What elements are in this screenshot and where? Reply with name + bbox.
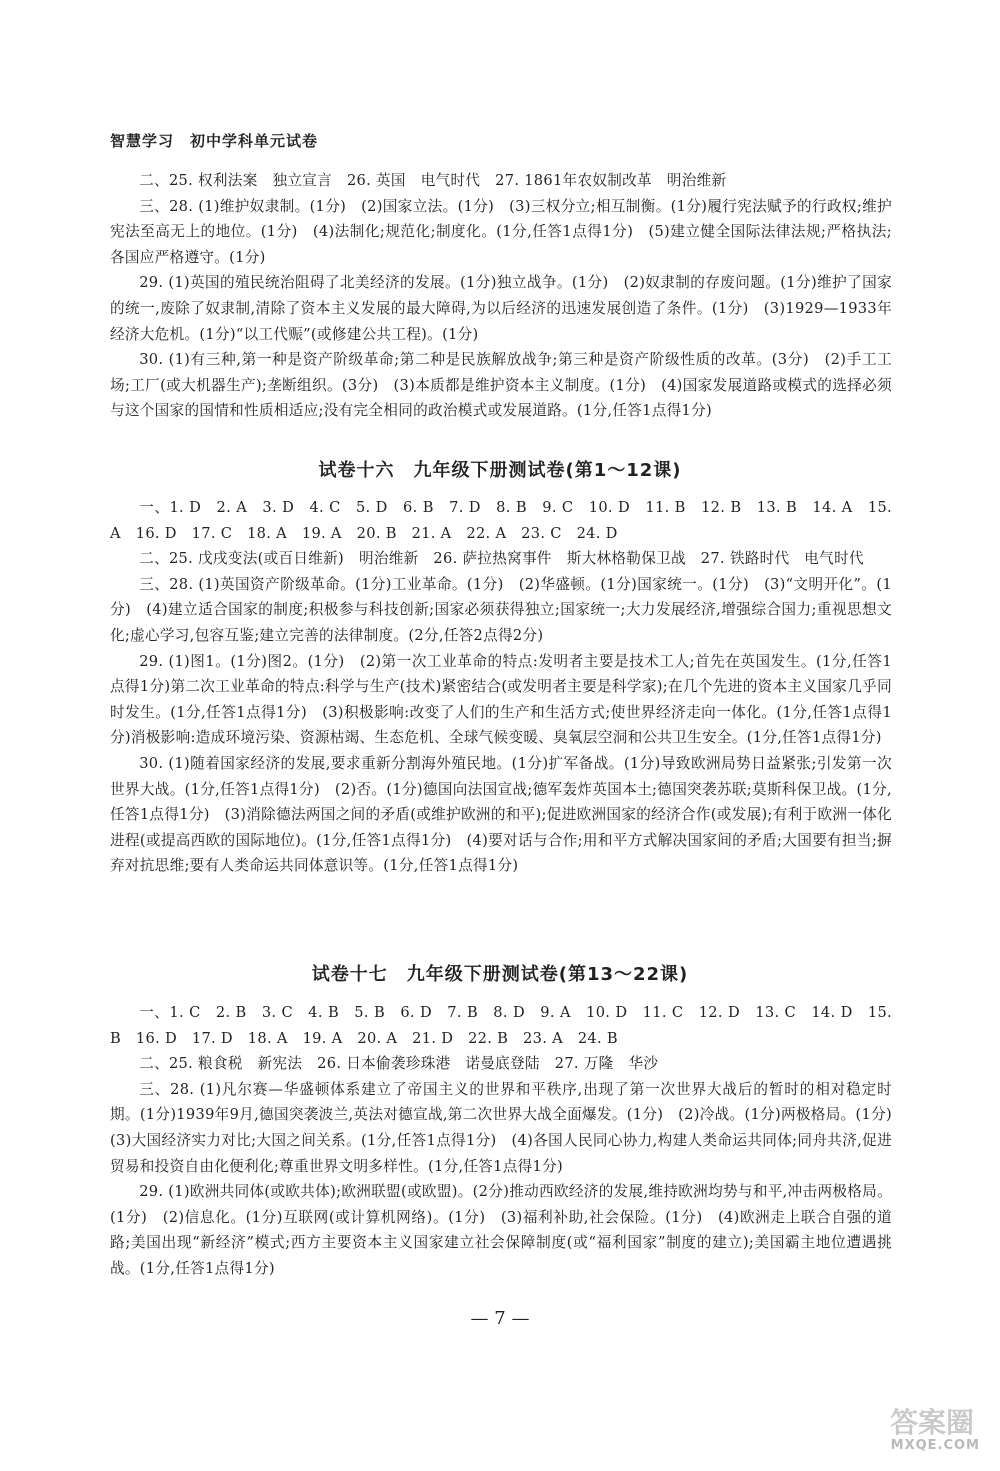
- answer-paragraph: 三、28. (1)维护奴隶制。(1分) (2)国家立法。(1分) (3)三权分立;相互制衡。(1分)履行宪法赋予的行政权;维护宪法至高无上的地位。(1分) (4)法制化;规范化;制度化。(1分,任答1点得1分) (5)建立健全国际法律法规;严格执法;各国应严格遵守。(1分): [110, 197, 892, 266]
- section-prev-answers: [110, 168, 892, 424]
- section-17-answers: [110, 1000, 907, 1282]
- watermark-logo: 答案圈: [889, 1406, 974, 1439]
- section-16-answers: [110, 495, 892, 879]
- answer-paragraph: 一、1. D 2. A 3. D 4. C 5. D 6. B 7. D 8. B 9. C 10. D 11. B 12. B 13. B 14. A 15. A 16. D 17. C 18. A 19. A 20. B 21. A 22. A 23. C 24. D: [110, 499, 892, 542]
- answer-paragraph: 29. (1)图1。(1分)图2。(1分) (2)第一次工业革命的特点:发明者主要是技术工人;首先在英国发生。(1分,任答1点得1分)第二次工业革命的特点:科学与生产(技术)紧密结合(或发明者主要是科学家);在几个先进的资本主义国家几乎同时发生。(1分,任答1点得1分) (3)积极影响:改变了人们的生产和生活方式;使世界经济走向一体化。(1分,任答1点得1分)消极影响:造成环境污染、资源枯竭、生态危机、全球气候变暖、臭氧层空洞和公共卫生安全。(1分,任答1点得1分): [110, 652, 892, 747]
- answer-paragraph: 30. (1)有三种,第一种是资产阶级革命;第二种是民族解放战争;第三种是资产阶级性质的改革。(3分) (2)手工工场;工厂(或大机器生产);垄断组织。(3分) (3)本质都是维护资本主义制度。(1分) (4)国家发展道路或模式的选择必须与这个国家的国情和性质相适应;没有完全相同的政治模式或发展道路。(1分,任答1点得1分): [110, 351, 892, 420]
- answer-paragraph: 二、25. 粮食税 新宪法 26. 日本偷袭珍珠港 诺曼底登陆 27. 万隆 华沙: [139, 1055, 659, 1073]
- answer-paragraph: 三、28. (1)凡尔赛—华盛顿体系建立了帝国主义的世界和平秩序,出现了第一次世界大战后的暂时的相对稳定时期。(1分)1939年9月,德国突袭波兰,英法对德宣战,第二次世界大战全面爆发。(1分) (2)冷战。(1分)两极格局。(1分) (3)大国经济实力对比;大国之间关系。(1分,任答1点得1分) (4)各国人民同心协力,构建人类命运共同体;同舟共济,促进贸易和投资自由化便利化;尊重世界文明多样性。(1分,任答1点得1分): [110, 1080, 907, 1175]
- book-header: 智慧学习 初中学科单元试卷: [110, 132, 319, 150]
- answer-paragraph: 一、1. C 2. B 3. C 4. B 5. B 6. D 7. B 8. D 9. A 10. D 11. C 12. D 13. C 14. D 15. B 16. D 17. D 18. A 19. A 20. A 21. D 22. B 23. A 24. B: [110, 1004, 892, 1047]
- answer-paragraph: 三、28. (1)英国资产阶级革命。(1分)工业革命。(1分) (2)华盛顿。(1分)国家统一。(1分) (3)“文明开化”。(1分) (4)建立适合国家的制度;积极参与科技创新;国家必须获得独立;国家统一;大力发展经济,增强综合国力;重视思想文化;虚心学习,包容互鉴;建立完善的法律制度。(2分,任答2点得2分): [110, 575, 892, 644]
- watermark: [820, 1401, 980, 1453]
- answer-paragraph: 30. (1)随着国家经济的发展,要求重新分割海外殖民地。(1分)扩军备战。(1分)导致欧洲局势日益紧张;引发第一次世界大战。(1分,任答1点得1分) (2)否。(1分)德国向法国宣战;德军轰炸英国本土;德国突袭苏联;莫斯科保卫战。(1分,任答1点得1分) (3)消除德法两国之间的矛盾(或维护欧洲的和平);促进欧洲国家的经济合作(或发展);有利于欧洲一体化进程(或提高西欧的国际地位)。(1分,任答1点得1分) (4)要对话与合作;用和平方式解决国家间的矛盾;大国要有担当;摒弃对抗思维;要有人类命运共同体意识等。(1分,任答1点得1分): [110, 754, 892, 875]
- answer-paragraph: 29. (1)欧洲共同体(或欧共体);欧洲联盟(或欧盟)。(2分)推动西欧经济的发展,维持欧洲均势与和平,冲击两极格局。(1分) (2)信息化。(1分)互联网(或计算机网络)。(1分) (3)福利补助,社会保险。(1分) (4)欧洲走上联合自强的道路;美国出现“新经济”模式;西方主要资本主义国家建立社会保障制度(或“福利国家”制度的建立);美国霸主地位遭遇挑战。(1分,任答1点得1分): [110, 1183, 892, 1277]
- answer-paragraph: 29. (1)英国的殖民统治阻碍了北美经济的发展。(1分)独立战争。(1分) (2)奴隶制的存废问题。(1分)维护了国家的统一,废除了奴隶制,清除了资本主义发展的最大障碍,为以后经济的迅速发展创造了条件。(1分) (3)1929—1933年经济大危机。(1分)“以工代赈”(或修建公共工程)。(1分): [110, 274, 892, 343]
- page-number: — 7 —: [470, 1308, 530, 1329]
- section-title-16: 试卷十六 九年级下册测试卷(第1～12课): [318, 460, 682, 481]
- answer-paragraph: 二、25. 权利法案 独立宣言 26. 英国 电气时代 27. 1861年农奴制改革 明治维新: [139, 172, 727, 189]
- watermark-url: MXQE.COM: [890, 1438, 980, 1453]
- section-title-17: 试卷十七 九年级下册测试卷(第13～22课): [311, 964, 689, 985]
- answer-paragraph: 二、25. 戊戌变法(或百日维新) 明治维新 26. 萨拉热窝事件 斯大林格勒保卫战 27. 铁路时代 电气时代: [139, 550, 864, 568]
